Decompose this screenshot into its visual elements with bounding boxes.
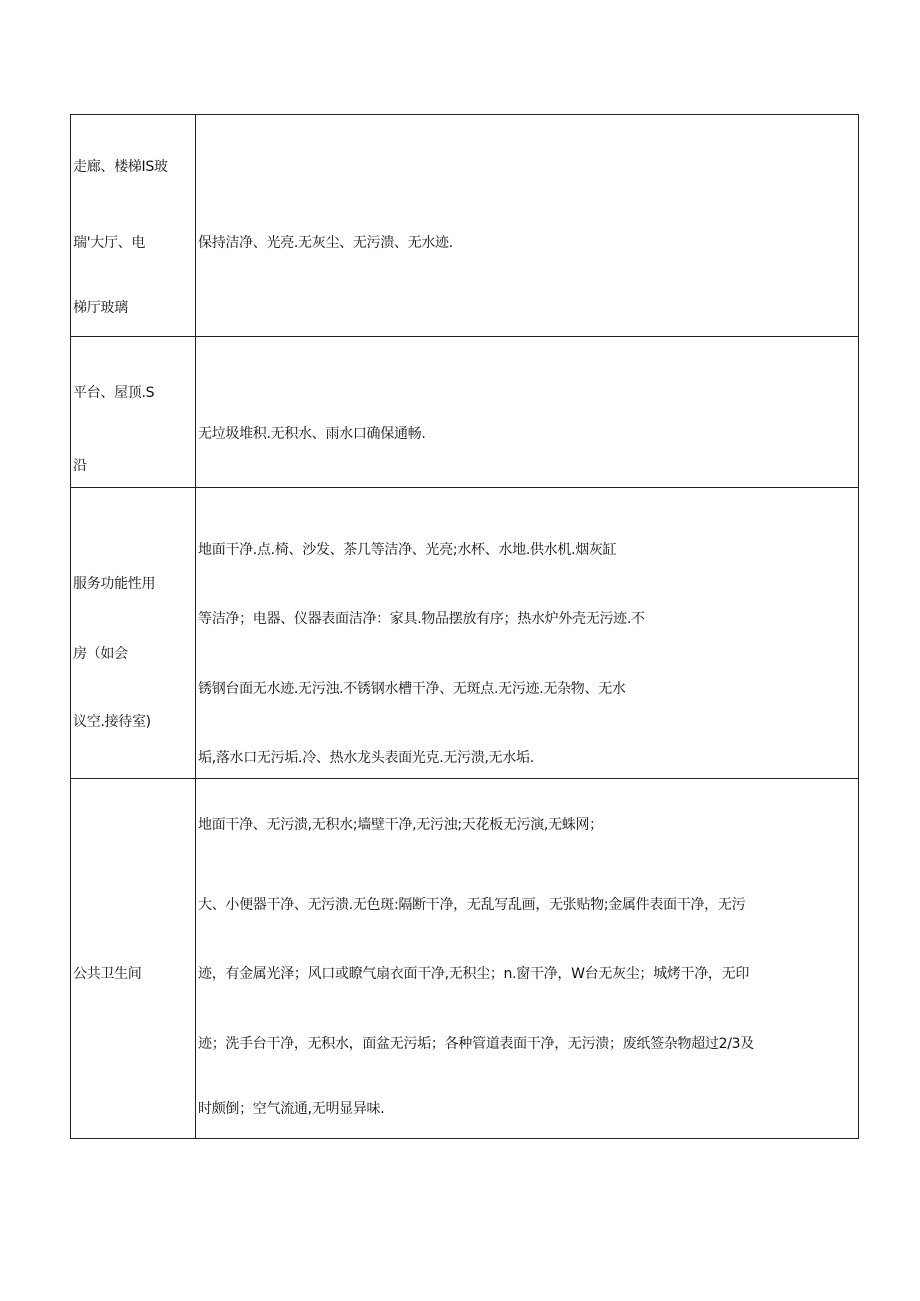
standard-text: 地面干净.点.椅、沙发、茶几等洁净、光亮;水杯、水地.供水机.烟灰缸 (198, 542, 617, 558)
standard-cell (196, 488, 859, 779)
area-text: 议空.接待室) (73, 714, 151, 730)
standard-cell (196, 337, 859, 488)
table-row (71, 488, 859, 779)
area-text: 平台、屋顶.S (73, 385, 155, 401)
standard-text: 迹，有金属光泽；风口或瞭气扇衣面干净,无积尘；n.窗干净，W台无灰尘；城烤干净，无印 (198, 966, 750, 982)
area-cell (71, 115, 196, 337)
area-text: 沿 (73, 458, 87, 474)
standard-text: 无垃圾堆积.无积水、雨水口确保通畅. (198, 426, 426, 442)
area-text: 公共卫生间 (73, 966, 142, 982)
standard-text: 时颇倒；空气流通,无明显异味. (198, 1101, 385, 1117)
standard-cell (196, 115, 859, 337)
table-row (71, 337, 859, 488)
standard-text: 地面干净、无污溃,无积水;墙壁干净,无污浊;天花板无污演,无蛛网； (198, 817, 603, 833)
standard-text: 保持洁净、光亮.无灰尘、无污溃、无水迹. (198, 235, 453, 251)
standard-cell (196, 779, 859, 1139)
area-cell (71, 337, 196, 488)
standard-text: 迹；洗手台干净，无积水，面盆无污垢；各种管道表面干净，无污溃；废纸签杂物超过2/3及 (198, 1036, 754, 1052)
area-text: 走廊、楼梯IS玻 (73, 159, 168, 175)
table-row (71, 779, 859, 1139)
area-text: 房（如会 (73, 646, 128, 662)
standard-text: 大、小便器干净、无污溃.无色斑:隔断干净，无乱写乱画，无张贴物;金属件表面干净，无污 (198, 897, 746, 913)
area-text: 瑞'大厅、电 (73, 235, 146, 251)
area-text: 梯厅玻璃 (73, 300, 128, 316)
table-row (71, 115, 859, 337)
area-text: 服务功能性用 (73, 576, 156, 592)
standard-text: 锈钢台面无水迹.无污浊.不锈钢水槽干净、无斑点.无污迹.无杂物、无水 (198, 681, 626, 697)
standard-text: 垢,落水口无污垢.冷、热水龙头表面光克.无污溃,无水垢. (198, 750, 534, 766)
area-cell (71, 779, 196, 1139)
area-cell (71, 488, 196, 779)
cleaning-standards-table (70, 114, 859, 1139)
standard-text: 等洁净；电器、仪器表面洁净：家具.物品摆放有序；热水炉外壳无污迹.不 (198, 611, 645, 627)
